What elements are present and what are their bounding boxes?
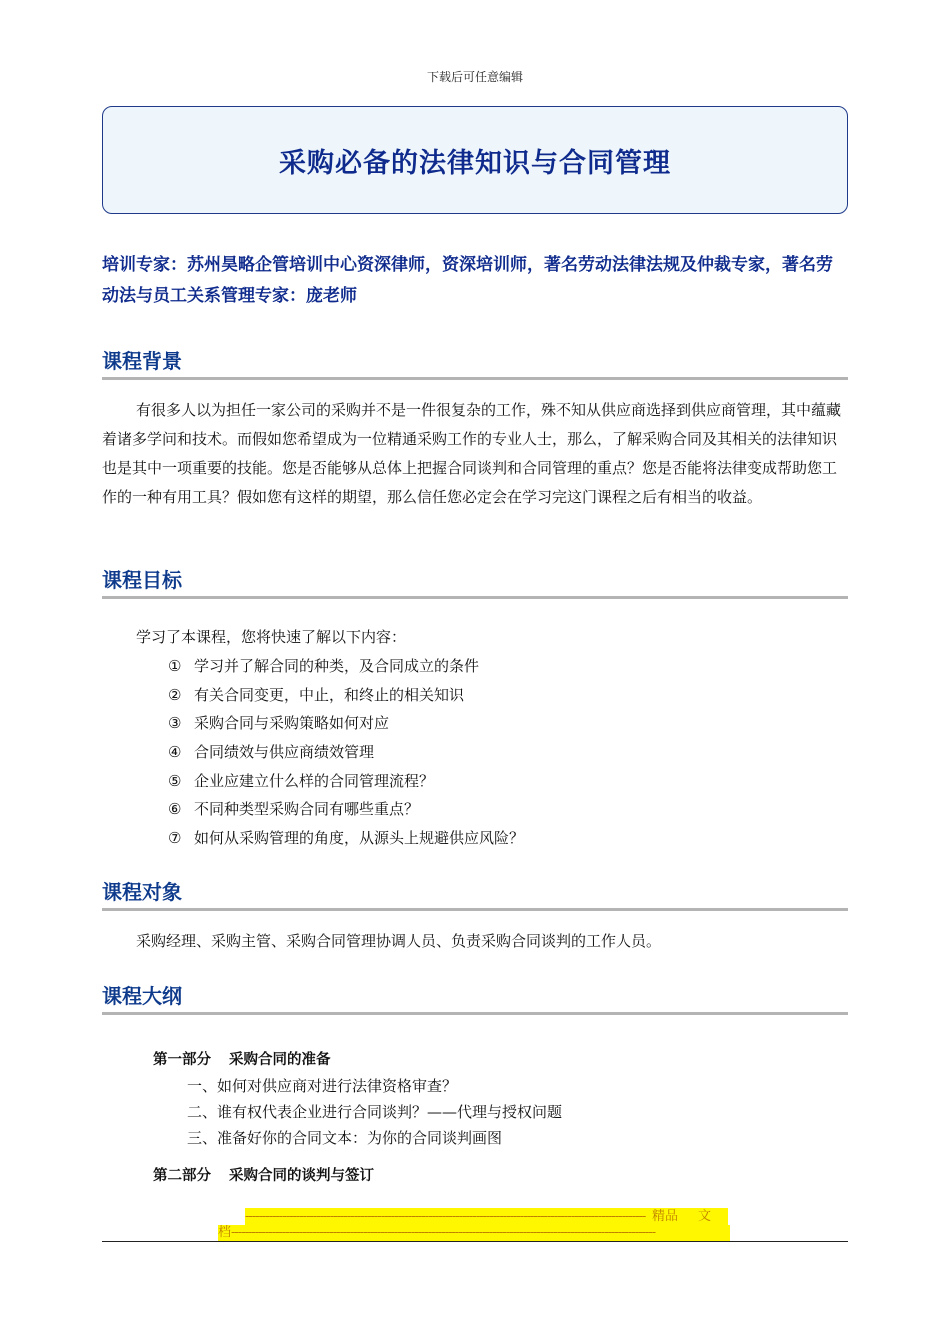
list-item: 二、谁有权代表企业进行合同谈判？——代理与授权问题 xyxy=(187,1103,563,1121)
section-background-header xyxy=(102,345,848,380)
item-number: ② xyxy=(168,685,182,704)
part-label: 第一部分 xyxy=(153,1052,211,1068)
list-item xyxy=(168,795,524,824)
footer-rule xyxy=(102,1241,848,1242)
item-text: 企业应建立什么样的合同管理流程？ xyxy=(194,771,435,790)
dash-rule: ----------------------------------------------------------------------------------------------------------------------------- xyxy=(231,1225,656,1240)
part-title: 采购合同的准备 xyxy=(229,1052,331,1068)
item-text: 采购合同与采购策略如何对应 xyxy=(194,714,390,733)
outline-part-2 xyxy=(153,1163,562,1189)
dash-rule: ---------------------------------------------------------------------------------------------------------------------- xyxy=(245,1209,646,1224)
section-heading-background: 课程背景 xyxy=(102,345,848,380)
item-text: 如何从采购管理的角度，从源头上规避供应风险？ xyxy=(194,829,525,848)
item-text: 学习并了解合同的种类，及合同成立的条件 xyxy=(194,657,480,675)
list-item xyxy=(168,709,524,738)
list-item xyxy=(168,824,524,853)
section-heading-outline: 课程大纲 xyxy=(102,980,848,1015)
goals-list xyxy=(136,652,524,853)
list-item: 三、准备好你的合同文本：为你的合同谈判画图 xyxy=(187,1129,503,1147)
footer-word-3: 档 xyxy=(218,1225,232,1240)
document-title: 采购必备的法律知识与合同管理 xyxy=(279,147,671,179)
item-text: 有关合同变更，中止，和终止的相关知识 xyxy=(194,685,465,704)
list-item xyxy=(168,767,524,796)
item-number: ⑦ xyxy=(168,829,182,848)
background-text: 有很多人以为担任一家公司的采购并不是一件很复杂的工作，殊不知从供应商选择到供应商管理，其中蕴藏着诸多学问和技术。而假如您希望成为一位精通采购工作的专业人士，那么，了解采购合同及其相关的法律知识也是其中一项重要的技能。您是否能够从总体上把握合同谈判和合同管理的重点？您是否能将法律变成帮助您工作的一种有用工具？假如您有这样的期望，那么信任您必定会在学习完这门课程之后有相当的收益。 xyxy=(102,401,842,506)
title-box xyxy=(102,106,848,214)
item-text: 不同种类型采购合同有哪些重点？ xyxy=(194,800,420,819)
list-item xyxy=(168,681,524,710)
section-heading-audience: 课程对象 xyxy=(102,876,848,911)
item-number: ④ xyxy=(168,743,182,762)
outline-part-1 xyxy=(153,1047,562,1073)
item-number: ③ xyxy=(168,714,182,733)
footer-word-1: 精品 xyxy=(648,1208,682,1225)
section-goals-header xyxy=(102,564,848,599)
item-number: ⑤ xyxy=(168,771,182,790)
list-item xyxy=(168,652,524,681)
section-outline-header xyxy=(102,980,848,1015)
part-title: 采购合同的谈判与签订 xyxy=(229,1168,374,1184)
section-heading-goals: 课程目标 xyxy=(102,564,848,599)
trainer-info: 培训专家：苏州昊略企管培训中心资深律师，资深培训师，著名劳动法律法规及仲裁专家，著名劳动法与员工关系管理专家：庞老师 xyxy=(102,255,833,306)
page-header-note: 下载后可任意编辑 xyxy=(426,70,523,84)
footer-watermark-line-2 xyxy=(218,1225,730,1241)
part-label: 第二部分 xyxy=(153,1168,211,1184)
outline-block xyxy=(153,1047,562,1189)
item-text: 合同绩效与供应商绩效管理 xyxy=(194,743,375,762)
audience-text: 采购经理、采购主管、采购合同管理协调人员、负责采购合同谈判的工作人员。 xyxy=(136,932,662,950)
item-number: ① xyxy=(168,657,182,675)
list-item xyxy=(168,738,524,767)
footer-word-2: 文 xyxy=(694,1208,715,1225)
list-item: 一、如何对供应商对进行法律资格审查？ xyxy=(187,1077,458,1095)
item-number: ⑥ xyxy=(168,800,182,819)
goals-list-block xyxy=(136,623,524,853)
section-audience-header xyxy=(102,876,848,911)
goals-intro: 学习了本课程，您将快速了解以下内容： xyxy=(136,628,407,646)
background-paragraph xyxy=(102,396,848,512)
